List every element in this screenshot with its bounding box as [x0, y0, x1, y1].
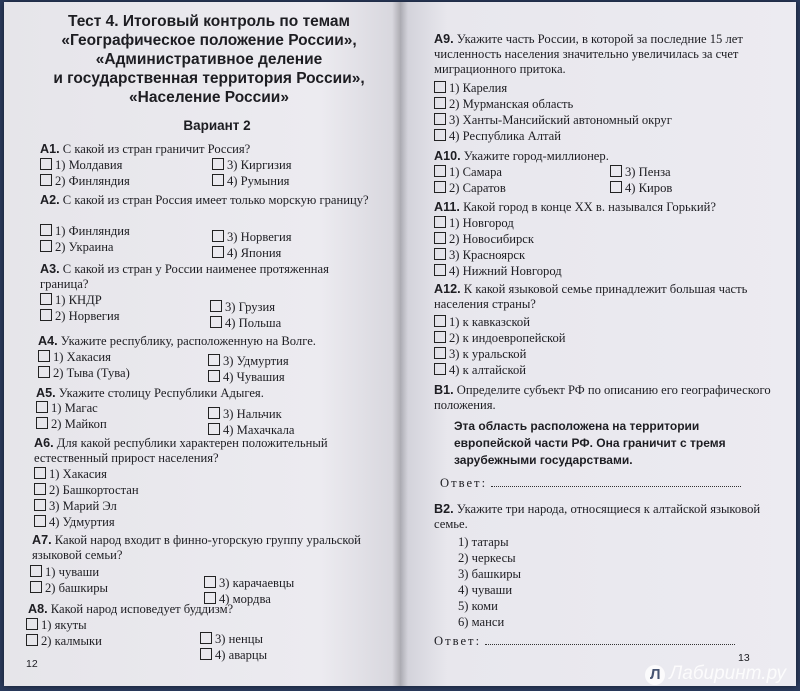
option-a6-2[interactable]: 2) Башкортостан [34, 483, 139, 498]
option-a10-1[interactable]: 1) Самара [434, 165, 502, 180]
checkbox[interactable] [434, 363, 446, 375]
test-title: Тест 4. Итоговый контроль по темам «Географическое положение России», «Административное деление и государственная территория России», «Население России» [53, 13, 365, 106]
checkbox[interactable] [434, 264, 446, 276]
b2-item-3: 3) башкиры [458, 567, 521, 581]
checkbox[interactable] [212, 246, 224, 258]
b2-item-6: 6) манси [458, 615, 505, 629]
option-a3-3[interactable]: 3) Грузия [210, 300, 275, 315]
option-a10-2[interactable]: 2) Саратов [434, 181, 506, 196]
option-a3-4[interactable]: 4) Польша [210, 316, 281, 331]
checkbox[interactable] [434, 181, 446, 193]
checkbox[interactable] [610, 165, 622, 177]
option-a3-1[interactable]: 1) КНДР [40, 293, 102, 308]
option-a10-3[interactable]: 3) Пенза [610, 165, 671, 180]
checkbox[interactable] [40, 293, 52, 305]
checkbox[interactable] [204, 576, 216, 588]
question-b1: B1. Определите субъект РФ по описанию его географического положения. [434, 383, 771, 412]
checkbox[interactable] [40, 158, 52, 170]
option-a11-1[interactable]: 1) Новгород [434, 216, 514, 231]
question-a1: A1. С какой из стран граничит Россия? [40, 142, 251, 156]
checkbox[interactable] [210, 300, 222, 312]
answer-line[interactable] [485, 634, 735, 645]
option-a2-2[interactable]: 2) Украина [40, 240, 114, 255]
b2-item-5: 5) коми [458, 599, 498, 613]
left-page [4, 2, 400, 686]
option-a9-3[interactable]: 3) Ханты-Мансийский автономный округ [434, 113, 672, 128]
option-a5-4[interactable]: 4) Махачкала [208, 423, 294, 438]
option-a5-2[interactable]: 2) Майкоп [36, 417, 107, 432]
question-a9: A9. Укажите часть России, в которой за последние 15 лет численность населения значительно увеличилась за счет миграционного притока. [434, 32, 743, 76]
variant-heading: Вариант 2 [183, 118, 251, 133]
question-a2: A2. С какой из стран Россия имеет только морскую границу? [40, 193, 369, 207]
option-a7-3[interactable]: 3) карачаевцы [204, 576, 294, 591]
checkbox[interactable] [434, 113, 446, 125]
watermark: Л Лабиринт.ру [645, 663, 786, 685]
checkbox[interactable] [26, 618, 38, 630]
b1-description: Эта область расположена на территории европейской части РФ. Она граничит с тремя зарубежными государствами. [454, 419, 726, 467]
option-a3-2[interactable]: 2) Норвегия [40, 309, 120, 324]
question-a5: A5. Укажите столицу Республики Адыгея. [36, 386, 264, 400]
page-number-right: 13 [738, 652, 750, 664]
checkbox[interactable] [434, 315, 446, 327]
labirint-logo-icon: Л [645, 665, 665, 685]
checkbox[interactable] [208, 370, 220, 382]
question-a3: A3. С какой из стран у России наименее протяженная граница? [40, 262, 329, 291]
option-a1-3[interactable]: 3) Киргизия [212, 158, 292, 173]
option-a12-1[interactable]: 1) к кавказской [434, 315, 530, 330]
checkbox[interactable] [208, 407, 220, 419]
option-a7-4[interactable]: 4) мордва [204, 592, 271, 607]
checkbox[interactable] [40, 309, 52, 321]
question-a7: A7. Какой народ входит в финно-угорскую группу уральской языковой семьи? [32, 533, 361, 562]
checkbox[interactable] [434, 165, 446, 177]
right-page [400, 2, 796, 686]
option-a2-4[interactable]: 4) Япония [212, 246, 281, 261]
checkbox[interactable] [34, 467, 46, 479]
option-a6-4[interactable]: 4) Удмуртия [34, 515, 115, 530]
checkbox[interactable] [434, 331, 446, 343]
checkbox[interactable] [34, 483, 46, 495]
checkbox[interactable] [36, 401, 48, 413]
checkbox[interactable] [434, 216, 446, 228]
option-a4-2[interactable]: 2) Тыва (Тува) [38, 366, 130, 381]
checkbox[interactable] [38, 366, 50, 378]
checkbox[interactable] [434, 129, 446, 141]
checkbox[interactable] [434, 347, 446, 359]
option-a11-2[interactable]: 2) Новосибирск [434, 232, 534, 247]
checkbox[interactable] [208, 354, 220, 366]
option-a11-4[interactable]: 4) Нижний Новгород [434, 264, 562, 279]
checkbox[interactable] [30, 565, 42, 577]
checkbox[interactable] [434, 248, 446, 260]
option-a12-3[interactable]: 3) к уральской [434, 347, 526, 362]
question-a11: A11. Какой город в конце XX в. назывался Горький? [434, 200, 716, 214]
question-a12: A12. К какой языковой семье принадлежит большая часть населения страны? [434, 282, 748, 311]
option-a6-3[interactable]: 3) Марий Эл [34, 499, 117, 514]
checkbox[interactable] [34, 515, 46, 527]
option-a4-1[interactable]: 1) Хакасия [38, 350, 111, 365]
b2-answer-field[interactable]: Ответ: [434, 634, 735, 649]
option-a7-1[interactable]: 1) чуваши [30, 565, 99, 580]
option-a8-3[interactable]: 3) ненцы [200, 632, 263, 647]
option-a5-3[interactable]: 3) Нальчик [208, 407, 282, 422]
checkbox[interactable] [212, 230, 224, 242]
question-b2: B2. Укажите три народа, относящиеся к алтайской языковой семье. [434, 502, 761, 531]
option-a11-3[interactable]: 3) Красноярск [434, 248, 525, 263]
question-a8: A8. Какой народ исповедует буддизм? [28, 602, 234, 616]
checkbox[interactable] [38, 350, 50, 362]
checkbox[interactable] [30, 581, 42, 593]
checkbox[interactable] [40, 224, 52, 236]
option-a2-3[interactable]: 3) Норвегия [212, 230, 292, 245]
option-a9-1[interactable]: 1) Карелия [434, 81, 507, 96]
checkbox[interactable] [212, 158, 224, 170]
b1-answer-field[interactable]: Ответ: [440, 476, 741, 491]
option-a9-4[interactable]: 4) Республика Алтай [434, 129, 561, 144]
book-spread [4, 2, 796, 686]
checkbox[interactable] [26, 634, 38, 646]
option-a8-4[interactable]: 4) аварцы [200, 648, 267, 663]
checkbox[interactable] [200, 632, 212, 644]
checkbox[interactable] [434, 232, 446, 244]
option-a9-2[interactable]: 2) Мурманская область [434, 97, 573, 112]
option-a4-3[interactable]: 3) Удмуртия [208, 354, 289, 369]
checkbox[interactable] [34, 499, 46, 511]
checkbox[interactable] [212, 174, 224, 186]
checkbox[interactable] [200, 648, 212, 660]
option-a12-4[interactable]: 4) к алтайской [434, 363, 526, 378]
question-a10: A10. Укажите город-миллионер. [434, 149, 609, 163]
option-a12-2[interactable]: 2) к индоевропейской [434, 331, 566, 346]
option-a8-1[interactable]: 1) якуты [26, 618, 87, 633]
question-a4: A4. Укажите республику, расположенную на Волге. [38, 334, 316, 348]
checkbox[interactable] [40, 174, 52, 186]
checkbox[interactable] [434, 81, 446, 93]
checkbox[interactable] [208, 423, 220, 435]
checkbox[interactable] [210, 316, 222, 328]
b2-item-2: 2) черкесы [458, 551, 516, 565]
option-a4-4[interactable]: 4) Чувашия [208, 370, 285, 385]
option-a1-4[interactable]: 4) Румыния [212, 174, 289, 189]
option-a8-2[interactable]: 2) калмыки [26, 634, 102, 649]
option-a7-2[interactable]: 2) башкиры [30, 581, 108, 596]
option-a5-1[interactable]: 1) Магас [36, 401, 98, 416]
option-a1-1[interactable]: 1) Молдавия [40, 158, 122, 173]
checkbox[interactable] [36, 417, 48, 429]
option-a6-1[interactable]: 1) Хакасия [34, 467, 107, 482]
checkbox[interactable] [610, 181, 622, 193]
option-a10-4[interactable]: 4) Киров [610, 181, 672, 196]
b2-item-1: 1) татары [458, 535, 509, 549]
option-a2-1[interactable]: 1) Финляндия [40, 224, 130, 239]
answer-line[interactable] [491, 476, 741, 487]
book-gutter [392, 2, 408, 686]
option-a1-2[interactable]: 2) Финляндия [40, 174, 130, 189]
b2-item-4: 4) чуваши [458, 583, 513, 597]
checkbox[interactable] [434, 97, 446, 109]
question-a6: A6. Для какой республики характерен положительный естественный прирост населения? [34, 436, 328, 465]
page-number-left: 12 [26, 658, 38, 670]
checkbox[interactable] [40, 240, 52, 252]
